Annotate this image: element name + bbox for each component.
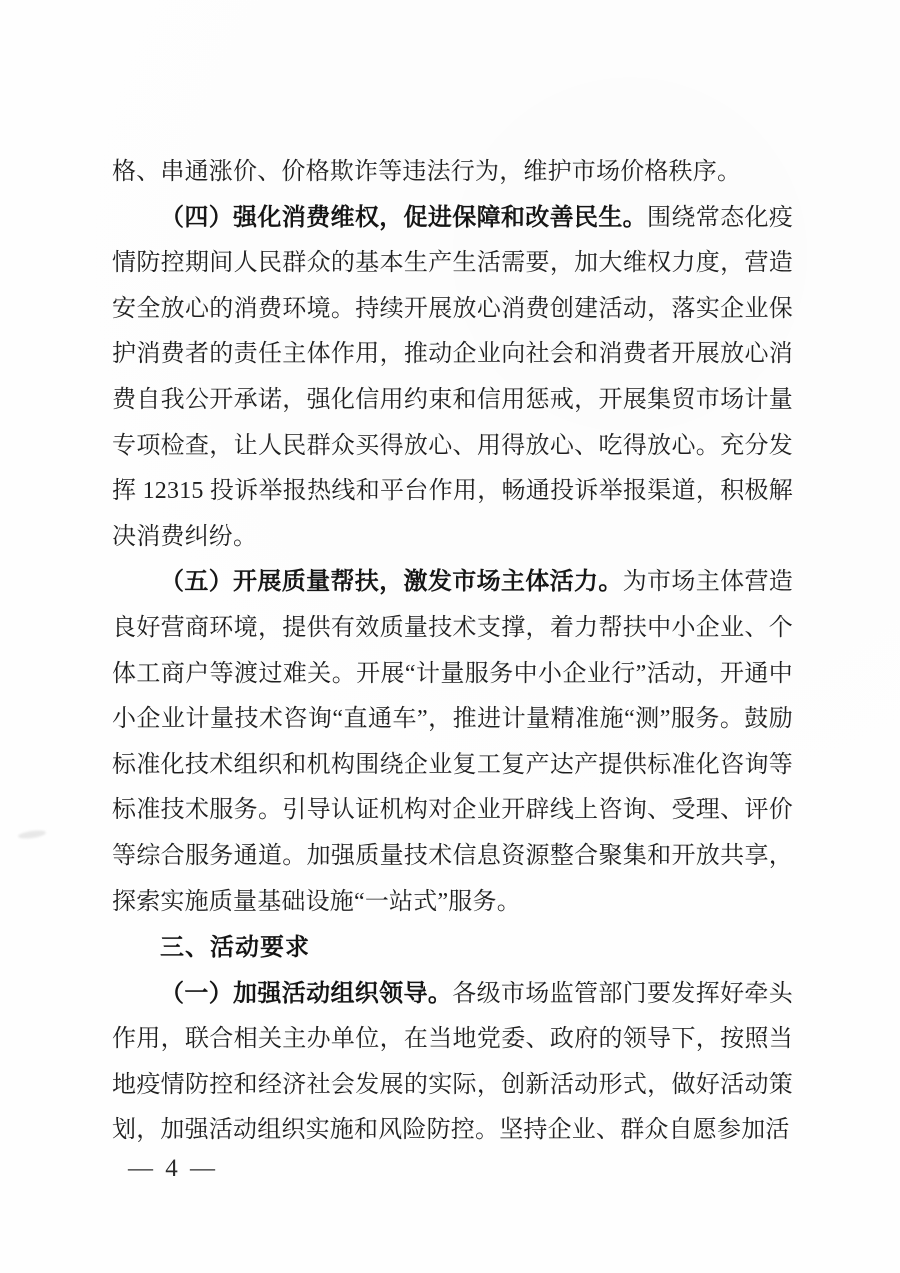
- body-paragraph: [112, 560, 793, 925]
- paragraph-text: 格、串通涨价、价格欺诈等违法行为，维护市场价格秩序。: [112, 159, 742, 185]
- paragraph-text: 各级市场监管部门要发挥好牵头作用，联合相关主办单位，在当地党委、政府的领导下，按照当地疫情防控和经济社会发展的实际，创新活动形式，做好活动策划，加强活动组织实施和风险防控。坚持企业、群众自愿参加活: [112, 980, 793, 1144]
- clause-heading-five: （五）开展质量帮扶，激发市场主体活力。: [160, 569, 623, 596]
- scan-smudge: [18, 829, 47, 840]
- clause-heading-one: （一）加强活动组织领导。: [160, 980, 453, 1007]
- paragraph-text: 为市场主体营造良好营商环境，提供有效质量技术支撑，着力帮扶中小企业、个体工商户等渡过难关。开展“计量服务中小企业行”活动，开通中小企业计量技术咨询“直通车”，推进计量精准施“测”服务。鼓励标准化技术组织和机构围绕企业复工复产达产提供标准化咨询等标准技术服务。引导认证机构对企业开辟线上咨询、受理、评价等综合服务通道。加强质量技术信息资源整合聚集和开放共享，探索实施质量基础设施“一站式”服务。: [112, 569, 793, 915]
- section-heading-three: 三、活动要求: [160, 934, 310, 962]
- section-heading: [112, 925, 793, 972]
- document-text-block: [112, 150, 793, 1154]
- body-paragraph: [112, 196, 793, 561]
- clause-heading-four: （四）强化消费维权，促进保障和改善民生。: [160, 204, 648, 231]
- page-number: — 4 —: [128, 1155, 218, 1182]
- paragraph-text: 围绕常态化疫情防控期间人民群众的基本生产生活需要，加大维权力度，营造安全放心的消费环境。持续开展放心消费创建活动，落实企业保护消费者的责任主体作用，推动企业向社会和消费者开展放心消费自我公开承诺，强化信用约束和信用惩戒，开展集贸市场计量专项检查，让人民群众买得放心、用得放心、吃得放心。充分发挥 12315 投诉举报热线和平台作用，畅通投诉举报渠道，积极解决消费纠纷。: [112, 204, 794, 550]
- body-paragraph: [112, 972, 793, 1154]
- body-paragraph: [112, 150, 793, 196]
